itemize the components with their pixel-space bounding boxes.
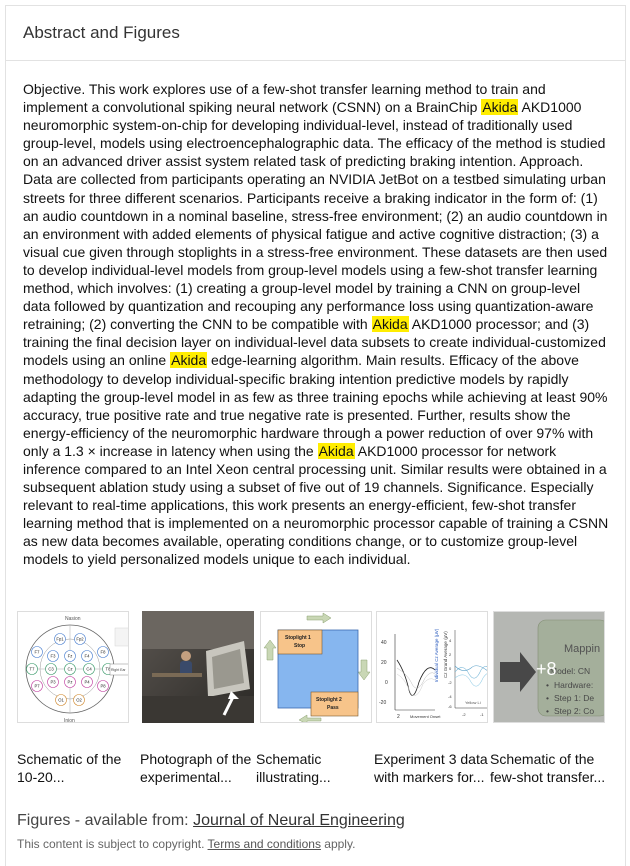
caption-line: Schematic of the [490,751,595,767]
electrode-label: F8 [100,649,106,655]
x-tick-label: 2 [397,714,400,720]
electrode-label: P4 [84,679,90,685]
highlight-akida: Akida [482,99,518,116]
source-label: Figures - available from: [17,812,194,829]
stop-label: Stop [294,643,306,649]
movement-onset-label: Movement Onset [410,714,441,719]
inion-label: Inion [64,718,75,723]
electrode-label: P7 [34,683,40,689]
y-tick-label: 20 [381,660,387,666]
abstract-text [23,80,611,569]
figure-captions [17,750,617,790]
electrode-label: Cz [67,666,73,672]
abstract-segment: AKD1000 neuromorphic system-on-chip for developing individual-level, instead of traditionally used group-level, models using electroencephalographic data. The efficacy of the method is studied on an advanced driver assist system related task of predicting braking intention. Approach. Data are collected from participants operating an NVIDIA JetBot on a testbed simulating urban streets for three different scenarios. Participants receive a braking indicator in the form of: (1) an audio countdown in a nominal baseline, stress-free environment; (2) an audio countdown in an environment with added elements of physical fatigue and active cognitive distraction; (3) a visual cue given through stoplights in a stress-free environment. These datasets are then used to develop individual-level models from group-level models using a few-shot transfer learning method, which involves: (1) creating a group-level model by training a CNN on group-level data followed by quantization and recouping any performance loss using quantization-aware retraining; (2) converting the CNN to be compatible with [23,99,608,333]
figure-caption-3[interactable] [256,750,372,786]
terms-link[interactable]: Terms and conditions [207,837,321,851]
electrode-label: O1 [58,697,64,703]
figure-caption-5[interactable] [490,750,606,786]
abstract-segment: Objective. This work explores use of a few-shot transfer learning method to train and implement a convolutional spiking neural network (CSNN) on a BrainChip [23,81,546,116]
electrode-label: T8 [105,666,111,672]
journal-link[interactable]: Journal of Neural Engineering [193,812,405,829]
x2-tick-label: -2 [462,712,466,717]
electrode-label: Fp2 [76,636,84,642]
x2-tick-label: -1 [480,712,484,717]
figure-caption-1[interactable] [17,750,133,786]
y2-tick-label: -6 [448,704,452,709]
eeg-plot-image [377,612,488,723]
caption-line: Experiment 3 data [374,751,488,767]
figure-thumbnail-4[interactable] [376,611,488,723]
more-figures-count: +8 [536,659,557,679]
section-title: Abstract and Figures [23,23,180,42]
y2-tick-label: 0 [449,666,452,671]
figure-thumbnail-1[interactable] [17,611,129,723]
experiment-photo-image [142,611,254,723]
caption-line: with markers for... [374,769,485,785]
figure-caption-4[interactable] [374,750,490,786]
abstract-segment: AKD1000 processor for network inference compared to an Intel Xeon central processing unit. Similar results were obtained in a subsequent ablation study using a subset of five out of 19 channels. Significance. Especially relevant to real-time applications, this work presents an energy-efficient, few-shot transfer learning method that is implemented on a neuromorphic processor capable of training a CSNN as new data becomes available, operating conditions change, or to customize group-level models to yield personalized models unique to each individual. [23,442,609,568]
y2-tick-label: -2 [448,680,452,685]
y2-tick-label: 4 [449,638,452,643]
caption-line: Schematic [256,751,322,767]
caption-line: Schematic of the [17,751,122,767]
transfer-learning-schematic-image [494,612,605,723]
highlight-akida: Akida [318,442,354,459]
electrode-label: T7 [29,666,35,672]
y2-tick-label: 2 [449,652,452,657]
electrode-label: P3 [50,679,56,685]
card-header [6,6,625,61]
figure-thumbnail-3[interactable] [260,611,372,723]
abstract-segment: AKD1000 processor; and (3) training the final decision layer on individual-level data subsets to create individual-customized models using an online [23,316,606,369]
copyright-suffix: apply. [320,837,356,851]
electrode-label: F7 [34,649,40,655]
eeg-schematic-image [18,612,129,723]
highlight-akida: Akida [372,316,408,333]
right-ear-label: Right Ear [111,668,126,672]
y2-tick-label: -4 [448,694,452,699]
y-tick-label: 40 [381,640,387,646]
electrode-label: C4 [86,666,92,672]
pass-label: Pass [327,705,339,711]
figure-caption-2[interactable] [140,750,256,786]
electrode-label: F4 [84,653,90,659]
stoplight-schematic-image [261,612,372,723]
electrode-label: Fz [67,653,73,659]
stoplight-1-label: Stoplight 1 [285,635,311,641]
nasion-label: Nasion [65,616,81,622]
copyright-notice [17,837,355,851]
figure-strip [17,611,605,723]
abstract-card [5,5,626,866]
y-axis-label: Individual Cz Average (µV) [434,628,439,682]
caption-line: experimental... [140,769,232,785]
legend-label: Yellow Li [465,700,481,705]
figures-source [17,812,405,830]
caption-line: 10-20... [17,769,65,785]
electrode-label: O2 [76,697,82,703]
electrode-label: Fp1 [56,636,64,642]
caption-line: few-shot transfer... [490,769,606,785]
electrode-label: Pz [67,679,73,685]
y-axis-label-2: Cz Grand Average (µV) [443,631,448,678]
electrode-label: P8 [100,683,106,689]
electrode-label: F3 [50,653,56,659]
electrode-label: C3 [48,666,54,672]
caption-line: illustrating... [256,769,331,785]
stoplight-2-label: Stoplight 2 [316,697,342,703]
copyright-text: This content is subject to copyright. [17,837,208,851]
y-tick-label: 0 [385,680,388,686]
highlight-akida: Akida [171,352,207,369]
figure-thumbnail-2[interactable] [142,611,254,723]
abstract-segment: edge-learning algorithm. Main results. Efficacy of the above methodology to develop individual-specific braking intention predictive models by rapidly adapting the group-level model in as few as three training epochs while achieving at least 90% accuracy, true positive rate and true negative rate is presented. Further, results show the energy-efficiency of the neuromorphic hardware through a power reduction of over 97% with only a 1.3 × increase in latency when using the [23,352,608,459]
caption-line: Photograph of the [140,751,252,767]
figure-thumbnail-5[interactable] [493,611,605,723]
y-tick-label: -20 [379,700,387,706]
